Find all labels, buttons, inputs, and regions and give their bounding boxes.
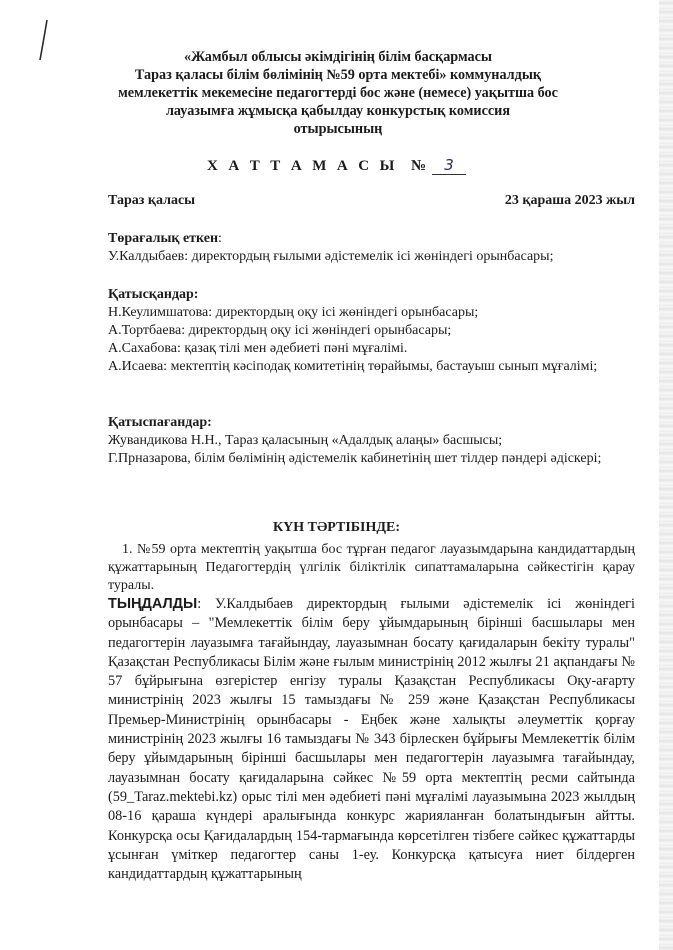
agenda-item-1: 1. №59 орта мектептің уақытша бос тұрған педагог лауазымдарына кандидаттардың құжаттарының Педагогтердің үлгілік біліктілік сипаттамаларына сәйкестігін қарау туралы. — [108, 542, 635, 593]
header-line: «Жамбыл облысы әкімдігінің білім басқармасы — [183, 49, 493, 65]
participant-item: Н.Кеулимшатова: директордың оқу ісі жөніндегі орынбасары; — [108, 305, 479, 320]
absent-item: Г.Прназарова, білім бөлімінің әдістемелік кабинетінің шет тілдер пәндері әдіскері; — [108, 451, 602, 466]
heard-text: : У.Калдыбаев директордың ғылыми әдістемелік ісі жөніндегі орынбасары – "Мемлекеттік білім беру ұйымдарының бірінші басшылары мен педагогтерін лауазымға тағайындау, лауазымнан босату қағидаларын бекіту туралы" Қазақстан Республикасы Білім және ғылым министрінің 2012 жылғы 21 ақпандағы № 57 бұйрығына өзгерістер енгізу туралы Қазақстан Республикасы Оқу-ағарту министрінің 2023 жылғы 15 тамыздағы № 259 және Қазақстан Республикасы Премьер-Министрінің орынбасары - Еңбек және халықты әлеуметтік қорғау министрінің 2023 жылғы 16 тамыздағы № 343 бірлескен бұйрығы Мемлекеттік білім беру ұйымдарының бірінші басшылары мен педагогтерін лауазымға тағайындау, лауазымнан босату қағидаларына сәйкес №59 орта мектептің ресми сайтында (59_Taraz.mektebi.kz) орыс тілі мен әдебиеті пәні мұғалімі лауазымына 2023 жылдың 08-16 қараша күндері аралығында конкурс жарияланған болатындығын айтты. Конкурсқа осы Қағидалардың 154-тармағында көрсетілген тізбеге сәйкес құжаттарды ұсынған үміткер педагогтер саны 1-еу. Конкурсқа қатысуға ниет білдерген кандидаттардың құжаттарының — [108, 596, 635, 883]
chair-section: Төрағалық еткен: У.Калдыбаев: директордың ғылыми әдістемелік ісі жөніндегі орынбасары; — [108, 230, 635, 266]
chair-text: У.Калдыбаев: директордың ғылыми әдістемелік ісі жөніндегі орынбасары; — [108, 249, 554, 264]
participants-label: Қатысқандар: — [108, 287, 199, 302]
absent-label: Қатыспағандар: — [108, 415, 212, 430]
protocol-title — [0, 156, 673, 175]
agenda-title: КҮН ТӘРТІБІНДЕ: — [272, 520, 401, 535]
date: 23 қараша 2023 жыл — [504, 193, 635, 208]
participants-section — [108, 286, 635, 376]
protocol-number-sign: № — [410, 158, 427, 174]
header-line: отырысының — [293, 121, 383, 137]
header-line: мемлекеттік мекемесіне педагогтерді бос және (немесе) уақытша бос — [118, 85, 558, 101]
handwritten-mark-icon — [36, 18, 52, 62]
header-line: лауазымға жұмысқа қабылдау конкурстық комиссия — [165, 103, 511, 119]
scan-edge-shadow — [659, 0, 673, 950]
protocol-title-text: Х А Т Т А М А С Ы — [206, 158, 398, 174]
document-header — [108, 48, 568, 138]
participant-item: А.Тортбаева: директордың оқу ісі жөніндегі орынбасары; — [108, 323, 452, 338]
heard-label: ТЫҢДАЛДЫ — [108, 596, 198, 612]
participant-item: А.Исаева: мектептің кәсіподақ комитетінің төрайымы, бастауыш сынып мұғалімі; — [108, 359, 598, 374]
protocol-number-handwritten: 3 — [432, 156, 466, 175]
place-date-row — [108, 193, 635, 209]
absent-item: Жувандикова Н.Н., Тараз қаласының «Адалдық алаңы» басшысы; — [108, 433, 503, 448]
participant-item: А.Сахабова: қазақ тілі мен әдебиеті пәні мұғалімі. — [108, 341, 408, 356]
chair-label: Төрағалық еткен — [108, 231, 219, 246]
heard-section — [108, 595, 635, 884]
absent-section — [108, 414, 635, 468]
header-line: Тараз қаласы білім бөлімінің №59 орта мектебі» коммуналдық — [134, 67, 542, 83]
place: Тараз қаласы — [108, 193, 196, 208]
